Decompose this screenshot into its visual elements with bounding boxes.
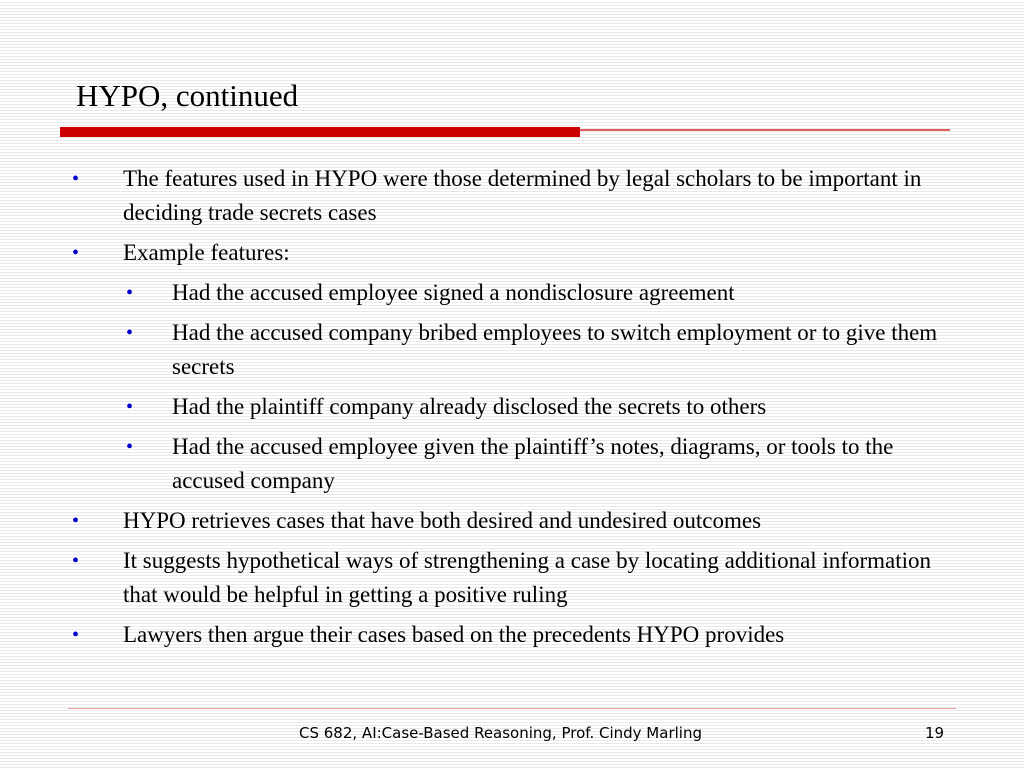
bullet-text: Example features: — [123, 240, 290, 265]
bullet-text: Had the plaintiff company already disclosed the secrets to others — [172, 394, 767, 419]
title-underline-accent — [60, 127, 580, 137]
bullet-marker: • — [126, 436, 134, 458]
bullet-text: Lawyers then argue their cases based on the precedents HYPO provides — [123, 622, 785, 647]
bullet-marker: • — [126, 322, 134, 344]
bullet-item — [0, 504, 938, 538]
bullet-marker: • — [126, 282, 134, 304]
bullet-marker: • — [72, 510, 80, 532]
bullet-text: Had the accused company bribed employees to switch employment or to give them secrets — [172, 320, 938, 379]
sub-bullet-item — [0, 276, 948, 310]
bullet-item — [0, 544, 938, 612]
bullet-marker: • — [72, 550, 80, 572]
footer-divider — [68, 708, 956, 709]
footer-caption: CS 682, AI:Case-Based Reasoning, Prof. Cindy Marling — [299, 724, 702, 742]
slide-title: HYPO, continued — [76, 78, 299, 113]
bullet-text: The features used in HYPO were those determined by legal scholars to be important in deciding trade secrets cases — [123, 166, 922, 225]
sub-bullet-item — [0, 430, 948, 498]
bullet-marker: • — [126, 396, 134, 418]
bullet-item — [0, 162, 938, 230]
slide-page-number: 19 — [925, 724, 945, 742]
bullet-item — [0, 618, 938, 652]
bullet-marker: • — [72, 242, 80, 264]
sub-bullet-item — [0, 390, 948, 424]
bullet-marker: • — [72, 624, 80, 646]
bullet-item — [0, 236, 938, 270]
bullet-text: Had the accused employee signed a nondisclosure agreement — [172, 280, 735, 305]
bullet-marker: • — [72, 168, 80, 190]
title-underline-thin — [580, 129, 950, 131]
bullet-text: It suggests hypothetical ways of strengthening a case by locating additional information that would be helpful in getting a positive ruling — [123, 548, 931, 607]
bullet-text: Had the accused employee given the plaintiff’s notes, diagrams, or tools to the accused company — [172, 434, 894, 493]
bullet-text: HYPO retrieves cases that have both desired and undesired outcomes — [123, 508, 762, 533]
bullet-list — [0, 162, 1024, 658]
sub-bullet-item — [0, 316, 948, 384]
